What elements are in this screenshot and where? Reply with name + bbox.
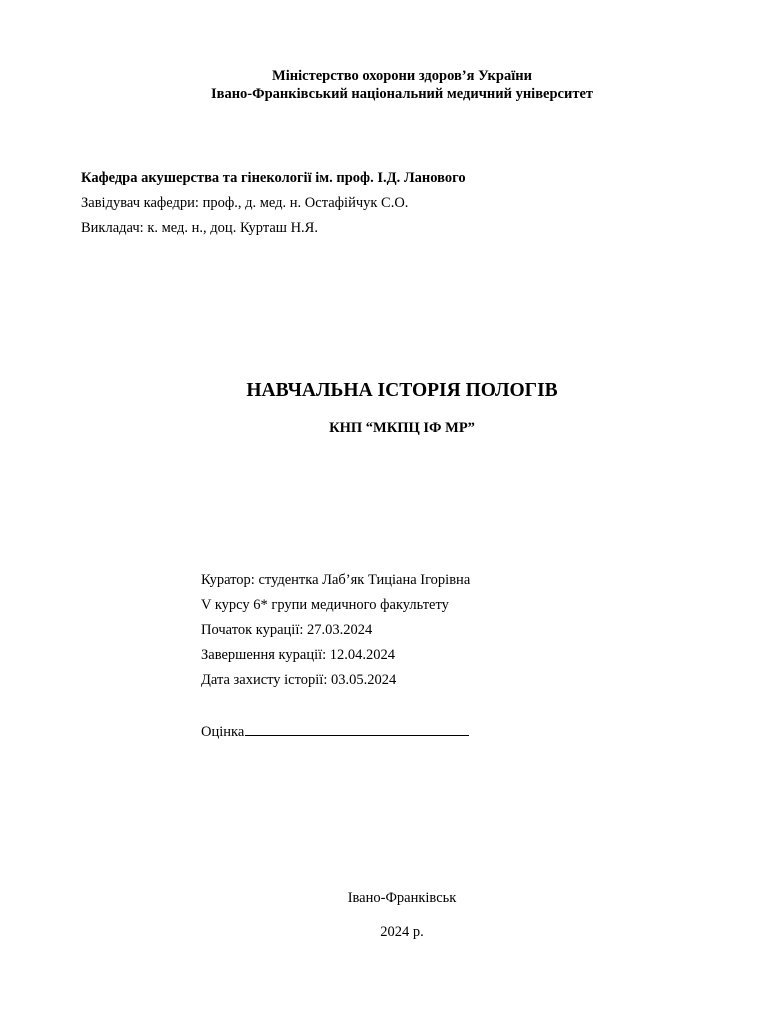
course-line: V курсу 6* групи медичного факультету: [201, 597, 449, 613]
department-head: Завідувач кафедри: проф., д. мед. н. Остафійчук С.О.: [81, 195, 409, 211]
document-title: НАВЧАЛЬНА ІСТОРІЯ ПОЛОГІВ: [246, 380, 558, 401]
teacher-line: Викладач: к. мед. н., доц. Курташ Н.Я.: [81, 220, 318, 236]
grade-blank-underline: [245, 723, 469, 736]
defense-date-line: Дата захисту історії: 03.05.2024: [201, 672, 397, 688]
grade-label: Оцінка: [201, 724, 245, 740]
year-line: 2024 р.: [380, 924, 424, 940]
curation-end-line: Завершення курації: 12.04.2024: [201, 647, 396, 663]
department-name: Кафедра акушерства та гінекології ім. проф. І.Д. Ланового: [81, 170, 466, 186]
ministry-heading: Міністерство охорони здоров’я України: [272, 68, 532, 84]
city-line: Івано-Франківськ: [347, 890, 457, 906]
curation-start-line: Початок курації: 27.03.2024: [201, 622, 373, 638]
curator-line: Куратор: студентка Лаб’як Тиціана Ігорівна: [201, 572, 471, 588]
grade-line: [201, 723, 469, 740]
institution-name: КНП “МКПЦ ІФ МР”: [329, 420, 475, 436]
university-heading: Івано-Франківський національний медичний університет: [210, 86, 594, 102]
